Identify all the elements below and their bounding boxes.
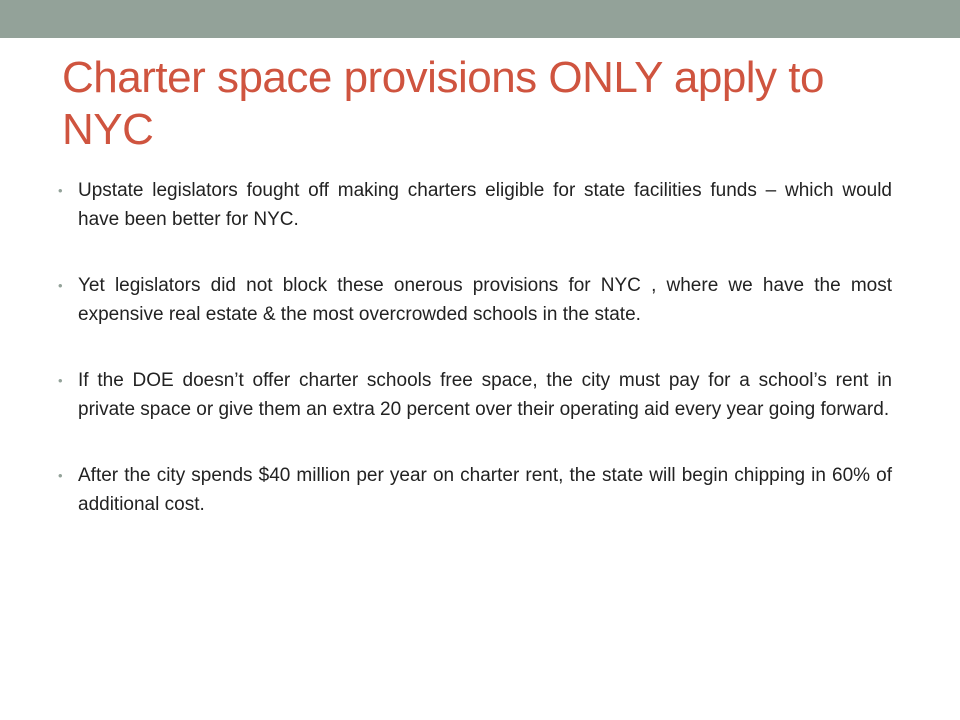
bullet-text: Yet legislators did not block these onerous provisions for NYC , where we have the most expensive real estate & the most overcrowded schools in the state.: [78, 275, 892, 325]
bullet-item: [56, 176, 892, 234]
bullet-text: If the DOE doesn’t offer charter schools free space, the city must pay for a school’s rent in private space or give them an extra 20 percent over their operating aid every year going forward.: [78, 370, 892, 420]
top-accent-bar: [0, 0, 960, 38]
bullet-dot-icon: •: [58, 183, 63, 198]
bullet-item: [56, 366, 892, 424]
bullet-dot-icon: •: [58, 468, 63, 483]
bullet-item: [56, 271, 892, 329]
bullet-dot-icon: •: [58, 278, 63, 293]
bullet-dot-icon: •: [58, 373, 63, 388]
bullet-text: After the city spends $40 million per year on charter rent, the state will begin chipping in 60% of additional cost.: [78, 465, 892, 515]
slide-title: Charter space provisions ONLY apply to NYC: [62, 53, 824, 154]
bullet-list: [56, 176, 892, 519]
bullet-text: Upstate legislators fought off making charters eligible for state facilities funds – which would have been better for NYC.: [78, 180, 892, 230]
bullet-item: [56, 461, 892, 519]
